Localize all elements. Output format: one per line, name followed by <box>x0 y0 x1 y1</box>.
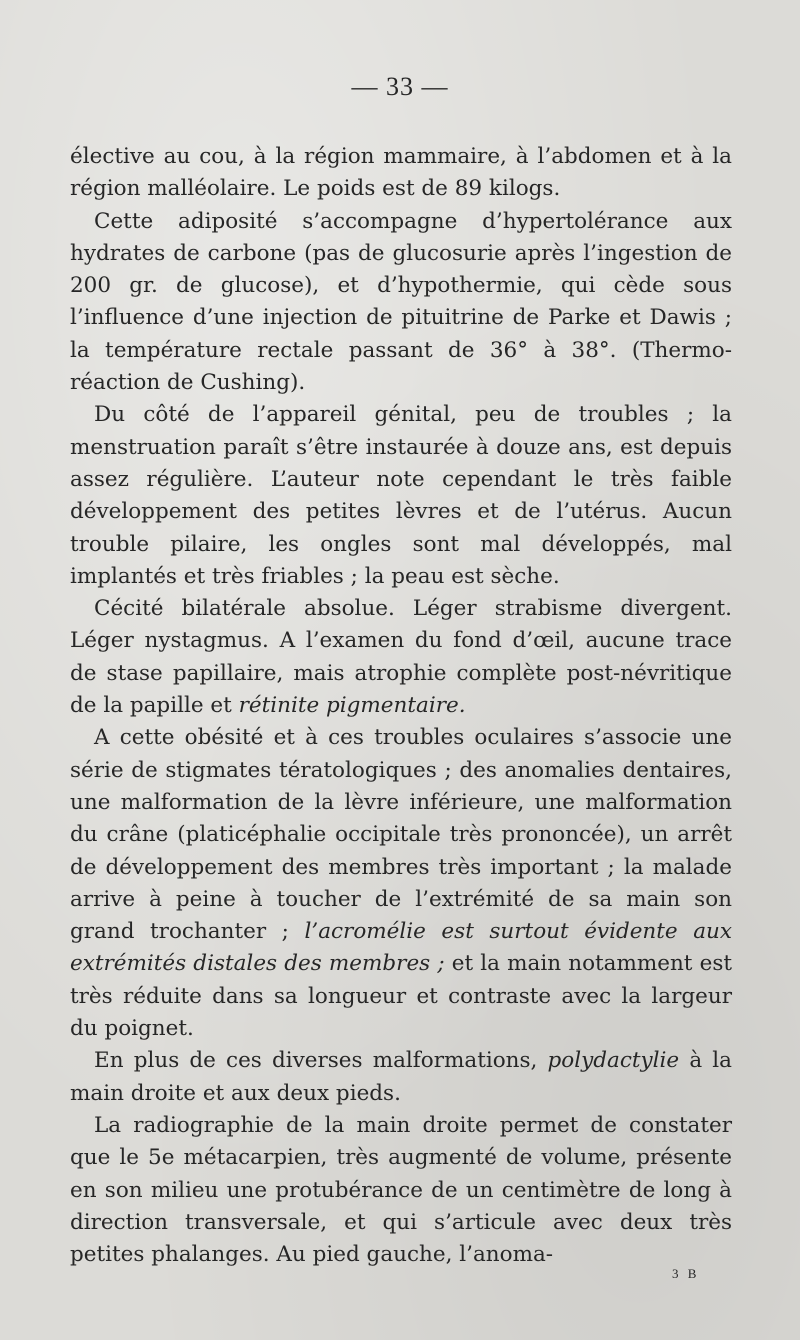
paragraph <box>70 1110 732 1271</box>
text-segment: Cette adiposité s’accompagne d’hypertolérance aux hydrates de carbone (pas de glucosurie après l’ingestion de 200 gr. de glucose), et d’hypothermie, qui cède sous l’influence d’une injection de pituitrine de Parke et Dawis ; la température rectale passant de 36° à 38°. (Thermo-réaction de Cushing). <box>70 208 732 396</box>
text-segment: La radiographie de la main droite permet de constater que le 5e métacarpien, très augmenté de volume, présente en son milieu une protubérance de un centimètre de long à direction transversale, et qui s’articule avec deux très petites phalanges. Au pied gauche, l’anoma- <box>70 1112 732 1268</box>
text-segment: Cécité bilatérale absolue. Léger strabisme divergent. Léger nystagmus. A l’examen du fond d’œil, aucune trace de stase papillaire, mais atrophie complète post-névritique de la papille et <box>70 596 732 719</box>
text-segment: à la main droite et aux deux pieds. <box>70 1048 732 1106</box>
text-segment: En plus de ces diverses malformations, <box>94 1048 548 1074</box>
italic-text: polydactylie <box>547 1048 680 1074</box>
body-text <box>70 141 732 1271</box>
italic-text: l’acromélie est surtout évidente aux extrémités distales des membres ; <box>70 919 732 977</box>
paragraph <box>70 141 732 206</box>
paragraph <box>70 1045 732 1110</box>
text-segment: élective au cou, à la région mammaire, à l’abdomen et à la région malléolaire. Le poids est de 89 kilogs. <box>70 144 732 202</box>
paragraph <box>70 593 732 722</box>
italic-text: rétinite pigmentaire. <box>238 693 466 719</box>
paragraph <box>70 722 732 1045</box>
text-segment: A cette obésité et à ces troubles oculaires s’associe une série de stigmates tératologiques ; des anomalies dentaires, une malformation de la lèvre inférieure, une malformation du crâne (platicéphalie occipitale très prononcée), un arrêt de développement des membres très important ; la malade arrive à peine à toucher de l’extrémité de sa main son grand trochanter ; <box>70 725 732 945</box>
text-segment: et la main notamment est très réduite dans sa longueur et contraste avec la largeur du poignet. <box>70 951 733 1042</box>
paragraph <box>70 399 732 593</box>
text-segment: Du côté de l’appareil génital, peu de troubles ; la menstruation paraît s’être instaurée à douze ans, est depuis assez régulière. L’auteur note cependant le très faible développement des petites lèvres et de l’utérus. Aucun trouble pilaire, les ongles sont mal développés, mal implantés et très friables ; la peau est sèche. <box>70 402 732 589</box>
page-number: — 33 — <box>351 72 449 101</box>
signature-mark: 3 B <box>672 1266 700 1281</box>
paragraph <box>70 206 732 400</box>
